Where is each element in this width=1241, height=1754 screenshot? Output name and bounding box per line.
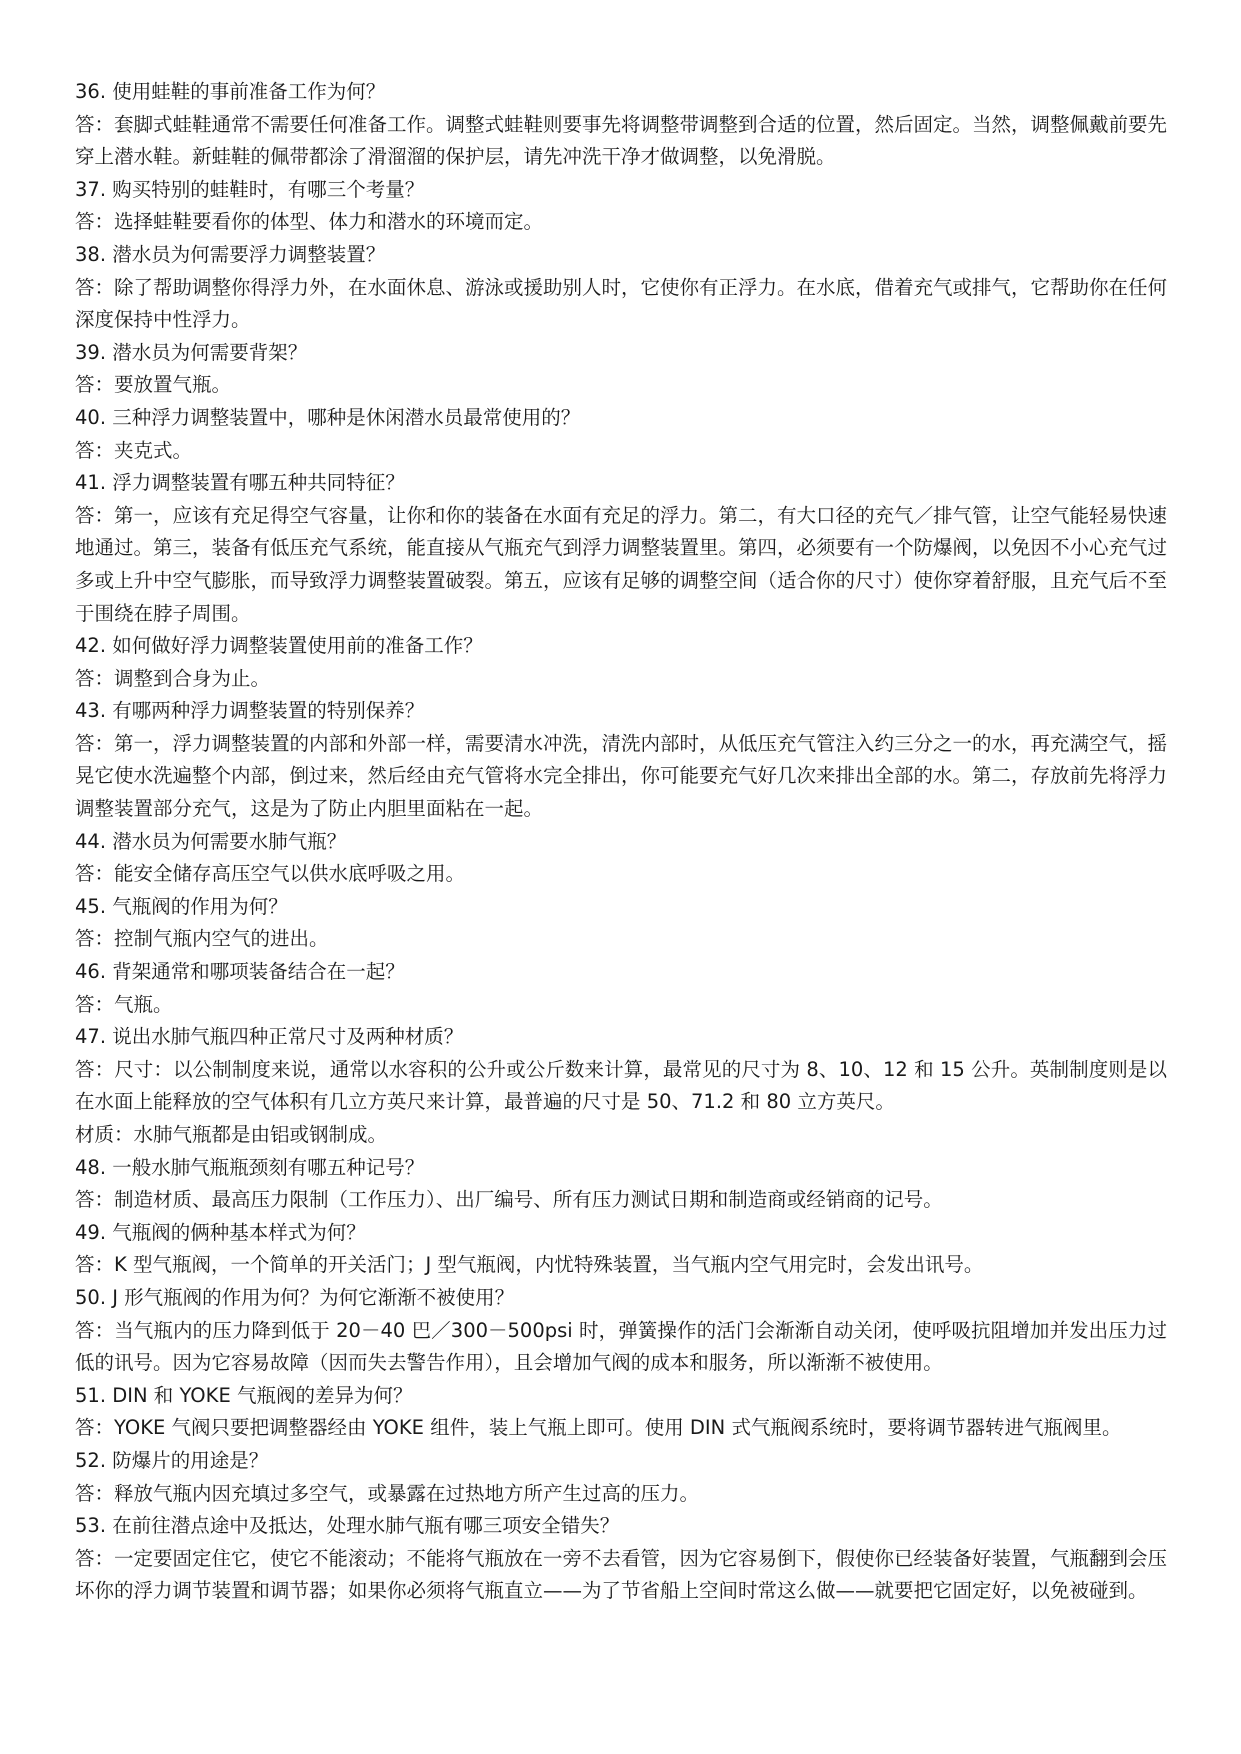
answer-48: 答：制造材质、最高压力限制（工作压力）、出厂编号、所有压力测试日期和制造商或经销商的记号。 <box>75 1188 943 1212</box>
answer-41: 答：第一，应该有充足得空气容量，让你和你的装备在水面有充足的浮力。第二，有大口径的充气／排气管，让空气能轻易快速地通过。第三，装备有低压充气系统，能直接从气瓶充气到浮力调整装置里。第四，必须要有一个防爆阀，以免因不小心充气过多或上升中空气膨胀，而导致浮力调整装置破裂。第五，应该有足够的调整空间（适合你的尺寸）使你穿着舒服，且充气后不至于围绕在脖子周围。 <box>75 503 1168 625</box>
answer-39: 答：要放置气瓶。 <box>75 373 232 397</box>
question-45: 45. 气瓶阀的作用为何？ <box>75 894 288 918</box>
answer-40: 答：夹克式。 <box>75 438 193 462</box>
question-48: 48. 一般水肺气瓶瓶颈刻有哪五种记号？ <box>75 1155 425 1179</box>
answer-38: 答：除了帮助调整你得浮力外，在水面休息、游泳或援助别人时，它使你有正浮力。在水底，借着充气或排气，它帮助你在任何深度保持中性浮力。 <box>75 275 1168 332</box>
question-36: 36. 使用蛙鞋的事前准备工作为何？ <box>75 80 386 103</box>
answer-45: 答：控制气瓶内空气的进出。 <box>75 927 329 951</box>
question-41: 41. 浮力调整装置有哪五种共同特征？ <box>75 471 405 495</box>
answer-51: 答：YOKE 气阀只要把调整器经由 YOKE 组件，装上气瓶上即可。使用 DIN 式气瓶阀系统时，要将调节器转进气瓶阀里。 <box>75 1416 1122 1440</box>
question-49: 49. 气瓶阀的俩种基本样式为何？ <box>75 1220 366 1244</box>
question-47: 47. 说出水肺气瓶四种正常尺寸及两种材质？ <box>75 1025 464 1049</box>
answer-44: 答：能安全储存高压空气以供水底呼吸之用。 <box>75 862 466 886</box>
question-42: 42. 如何做好浮力调整装置使用前的准备工作？ <box>75 634 483 658</box>
answer-36: 答：套脚式蛙鞋通常不需要任何准备工作。调整式蛙鞋则要事先将调整带调整到合适的位置，然后固定。当然，调整佩戴前要先穿上潜水鞋。新蛙鞋的佩带都涂了滑溜溜的保护层，请先冲洗干净才做调整，以免滑脱。 <box>75 112 1168 169</box>
qa-text-block <box>75 76 1167 1608</box>
question-51: 51. DIN 和 YOKE 气瓶阀的差异为何？ <box>75 1383 413 1407</box>
question-50: 50. J 形气瓶阀的作用为何？为何它渐渐不被使用？ <box>75 1285 515 1309</box>
answer-43: 答：第一，浮力调整装置的内部和外部一样，需要清水冲洗，清洗内部时，从低压充气管注入约三分之一的水，再充满空气，摇晃它使水洗遍整个内部，倒过来，然后经由充气管将水完全排出，你可能要充气好几次来排出全部的水。第二，存放前先将浮力调整装置部分充气，这是为了防止内胆里面粘在一起。 <box>75 731 1168 821</box>
question-39: 39. 潜水员为何需要背架？ <box>75 340 308 364</box>
question-46: 46. 背架通常和哪项装备结合在一起？ <box>75 960 405 984</box>
question-37: 37. 购买特别的蛙鞋时，有哪三个考量？ <box>75 177 425 201</box>
answer-49: 答：K 型气瓶阀，一个简单的开关活门；J 型气瓶阀，内忧特殊装置，当气瓶内空气用完时，会发出讯号。 <box>75 1253 984 1277</box>
answer-42: 答：调整到合身为止。 <box>75 666 271 690</box>
answer-50: 答：当气瓶内的压力降到低于 20－40 巴／300－500psi 时，弹簧操作的活门会渐渐自动关闭，使呼吸抗阻增加并发出压力过低的讯号。因为它容易故障（因而失去警告作用），且会增加气阀的成本和服务，所以渐渐不被使用。 <box>75 1318 1167 1375</box>
question-53: 53. 在前往潜点途中及抵达，处理水肺气瓶有哪三项安全错失？ <box>75 1514 620 1538</box>
answer-47-material: 材质：水肺气瓶都是由铝或钢制成。 <box>75 1123 388 1146</box>
question-52: 52. 防爆片的用途是？ <box>75 1448 269 1472</box>
answer-53: 答：一定要固定住它，使它不能滚动；不能将气瓶放在一旁不去看管，因为它容易倒下，假使你已经装备好装置，气瓶翻到会压坏你的浮力调节装置和调节器；如果你必须将气瓶直立——为了节省船上空间时常这么做——就要把它固定好，以免被碰到。 <box>75 1546 1168 1603</box>
question-40: 40. 三种浮力调整装置中，哪种是休闲潜水员最常使用的？ <box>75 405 581 429</box>
question-38: 38. 潜水员为何需要浮力调整装置？ <box>75 242 386 266</box>
answer-37: 答：选择蛙鞋要看你的体型、体力和潜水的环境而定。 <box>75 210 544 234</box>
answer-47-size: 答：尺寸：以公制制度来说，通常以水容积的公升或公斤数来计算，最常见的尺寸为 8、10、12 和 15 公升。英制制度则是以在水面上能释放的空气体积有几立方英尺来计算，最普遍的尺寸是 50、71.2 和 80 立方英尺。 <box>75 1057 1167 1114</box>
question-43: 43. 有哪两种浮力调整装置的特别保养？ <box>75 699 425 723</box>
answer-52: 答：释放气瓶内因充填过多空气，或暴露在过热地方所产生过高的压力。 <box>75 1481 700 1505</box>
answer-46: 答：气瓶。 <box>75 992 173 1016</box>
question-44: 44. 潜水员为何需要水肺气瓶？ <box>75 829 347 853</box>
